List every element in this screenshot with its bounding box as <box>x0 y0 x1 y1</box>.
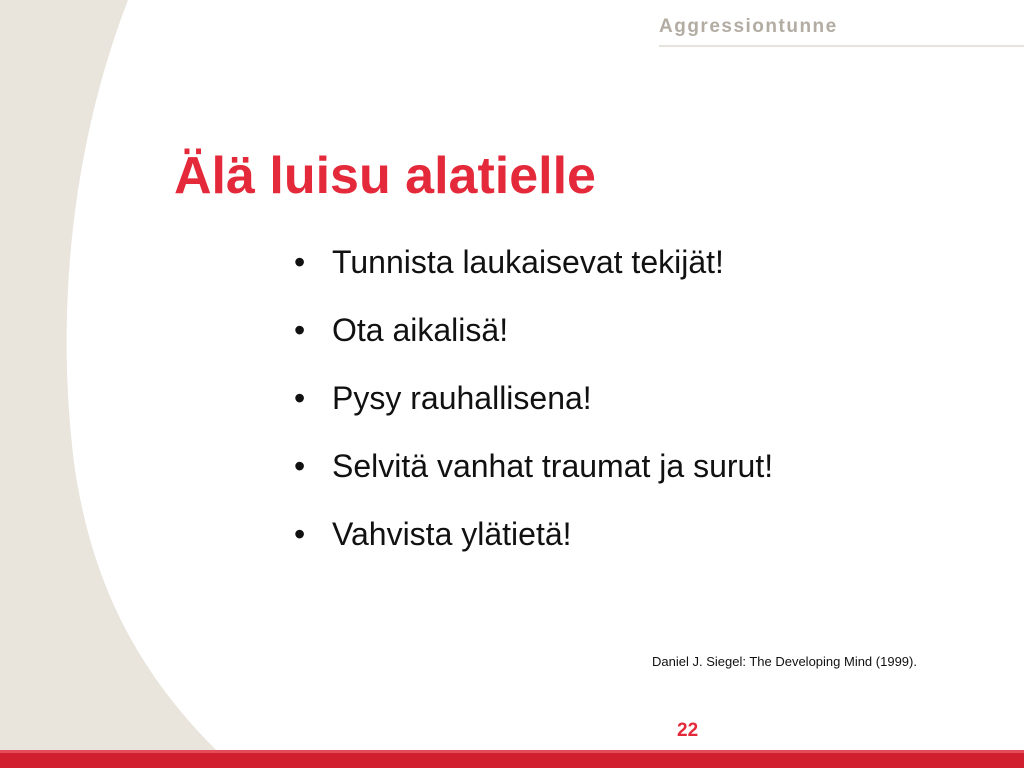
slide-title: Älä luisu alatielle <box>174 147 596 205</box>
bullet-list <box>294 244 773 584</box>
bullet-item <box>294 380 773 448</box>
bullet-dot-icon: • <box>294 516 306 552</box>
header-title: Aggressiontunne <box>659 16 838 37</box>
header-divider <box>659 45 1024 47</box>
bullet-item <box>294 448 773 516</box>
bullet-text: Vahvista ylätietä! <box>332 516 572 552</box>
bullet-text: Pysy rauhallisena! <box>332 380 592 416</box>
bullet-dot-icon: • <box>294 244 306 280</box>
citation: Daniel J. Siegel: The Developing Mind (1999). <box>652 654 917 669</box>
footer-bar <box>0 750 1024 768</box>
bullet-dot-icon: • <box>294 312 306 348</box>
bullet-text: Selvitä vanhat traumat ja surut! <box>332 448 774 484</box>
bullet-text: Ota aikalisä! <box>332 312 509 348</box>
bullet-item <box>294 516 773 584</box>
page-number: 22 <box>677 720 699 741</box>
bullet-item <box>294 312 773 380</box>
bullet-dot-icon: • <box>294 380 306 416</box>
bullet-text: Tunnista laukaisevat tekijät! <box>332 244 724 280</box>
bullet-item <box>294 244 773 312</box>
bullet-dot-icon: • <box>294 448 306 484</box>
